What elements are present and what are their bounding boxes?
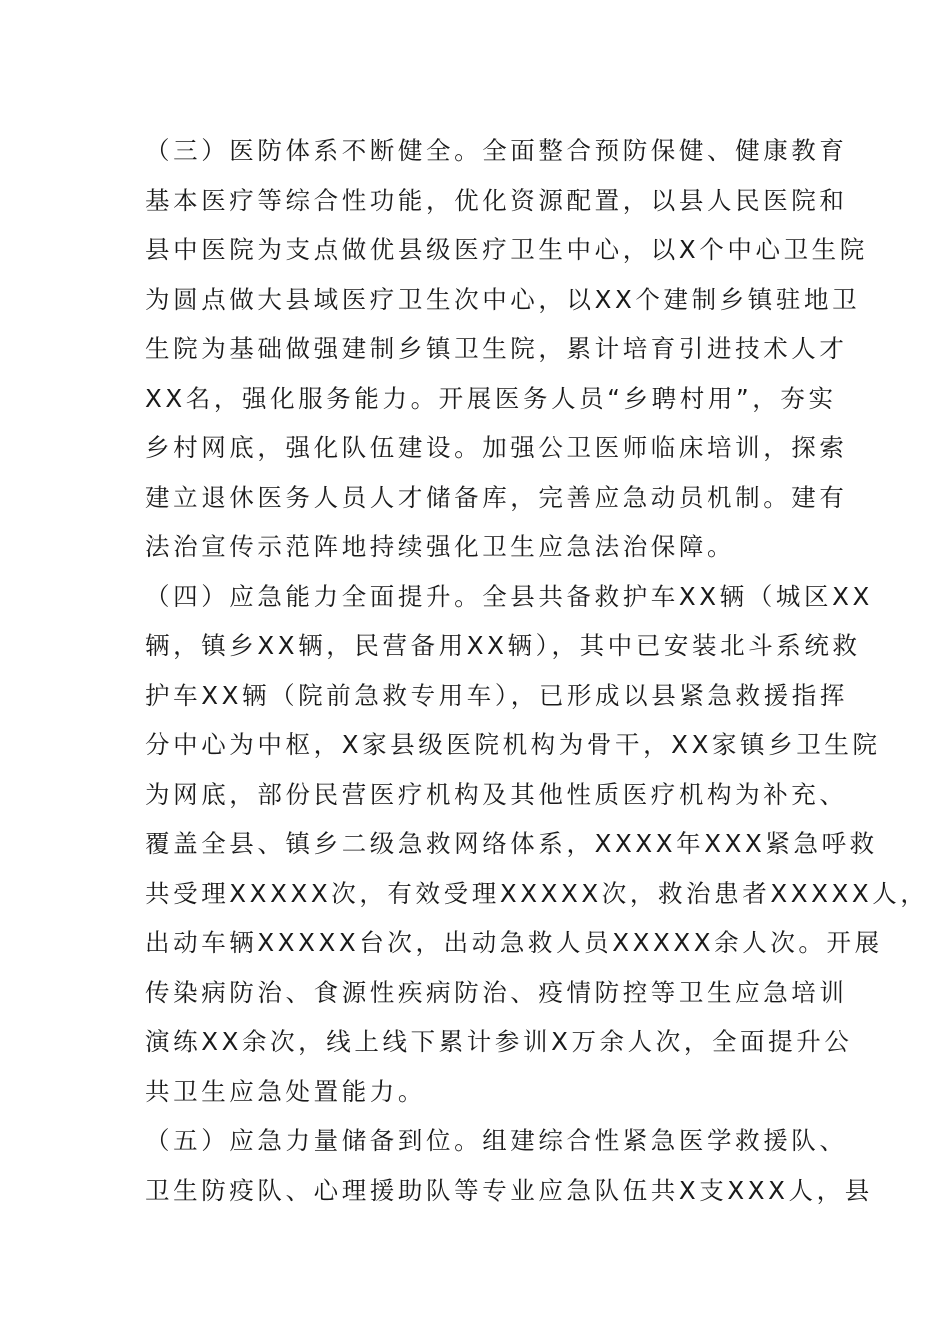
text-line: （五）应急力量储备到位。组建综合性紧急医学救援队、 xyxy=(145,1126,848,1155)
text-line: 法治宣传示范阵地持续强化卫生应急法治保障。 xyxy=(145,532,736,561)
text-line: 出动车辆XXXXX台次，出动急救人员XXXXX余人次。开展 xyxy=(145,928,883,957)
text-line: （三）医防体系不断健全。全面整合预防保健、健康教育 xyxy=(145,136,848,165)
text-line: 基本医疗等综合性功能，优化资源配置，以县人民医院和 xyxy=(145,186,848,215)
text-line: 生院为基础做强建制乡镇卫生院，累计培育引进技术人才 xyxy=(145,334,848,363)
text-line: 辆，镇乡XX辆，民营备用XX辆），其中已安装北斗系统救 xyxy=(145,631,861,660)
text-line: 护车XX辆（院前急救专用车），已形成以县紧急救援指挥 xyxy=(145,681,848,710)
text-line: 共受理XXXXX次，有效受理XXXXX次，救治患者XXXXX人， xyxy=(145,879,929,908)
text-line: 传染病防治、食源性疾病防治、疫情防控等卫生应急培训 xyxy=(145,978,848,1007)
text-line: XX名，强化服务能力。开展医务人员“乡聘村用”，夯实 xyxy=(145,384,837,413)
text-line: 乡村网底，强化队伍建设。加强公卫医师临床培训，探索 xyxy=(145,433,848,462)
text-line: 为网底，部份民营医疗机构及其他性质医疗机构为补充、 xyxy=(145,780,848,809)
text-line: 建立退休医务人员人才储备库，完善应急动员机制。建有 xyxy=(145,483,848,512)
text-line: 分中心为中枢，X家县级医院机构为骨干，XX家镇乡卫生院 xyxy=(145,730,881,759)
text-line: 为圆点做大县域医疗卫生次中心，以XX个建制乡镇驻地卫 xyxy=(145,285,861,314)
text-line: 卫生防疫队、心理援助队等专业应急队伍共X支XXX人，县 xyxy=(145,1176,873,1205)
text-line: 演练XX余次，线上线下累计参训X万余人次，全面提升公 xyxy=(145,1027,853,1056)
text-line: 县中医院为支点做优县级医疗卫生中心，以X个中心卫生院 xyxy=(145,235,868,264)
text-line: 共卫生应急处置能力。 xyxy=(145,1077,426,1106)
text-line: 覆盖全县、镇乡二级急救网络体系，XXXX年XXX紧急呼救 xyxy=(145,829,878,858)
text-line: （四）应急能力全面提升。全县共备救护车XX辆（城区XX xyxy=(145,582,873,611)
